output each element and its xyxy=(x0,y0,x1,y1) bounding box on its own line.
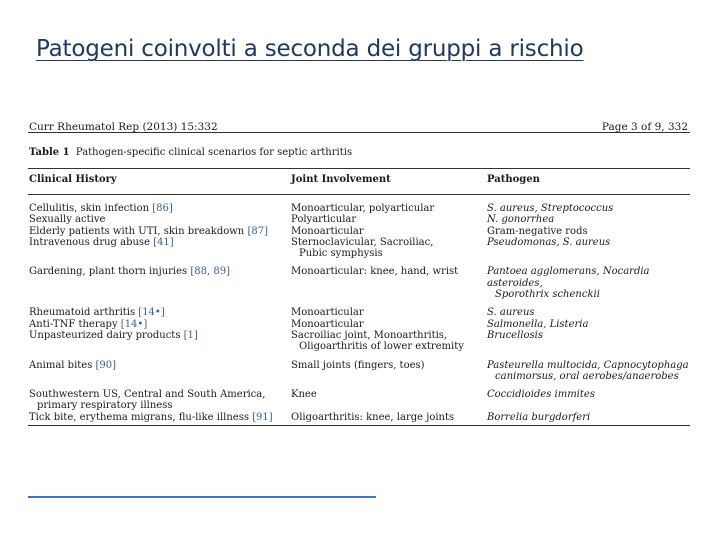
cell-pathogen xyxy=(486,195,690,215)
cell-pathogen xyxy=(486,226,690,237)
cell-line xyxy=(29,319,290,330)
table-document-image xyxy=(28,118,690,426)
cell-line: Sacroiliac joint, Monoarthritis, xyxy=(291,329,448,341)
cell-joint-involvement xyxy=(290,259,486,300)
cell-line: Salmonella, Listeria xyxy=(487,318,589,330)
cell-clinical-history xyxy=(28,382,290,412)
table-caption-text: Pathogen-specific clinical scenarios for septic arthritis xyxy=(75,147,353,158)
cell-line xyxy=(29,226,290,237)
cell-line-text: Unpasteurized dairy products xyxy=(29,329,184,341)
journal-reference: Curr Rheumatol Rep (2013) 15:332 xyxy=(29,121,218,133)
citation: [91] xyxy=(252,411,273,423)
cell-clinical-history xyxy=(28,300,290,318)
cell-line: N. gonorrhea xyxy=(487,214,555,226)
column-header-clinical-history: Clinical History xyxy=(28,169,290,195)
cell-line xyxy=(29,203,290,214)
cell-line: Monoarticular: knee, hand, wrist xyxy=(291,266,459,278)
table-row xyxy=(28,300,690,318)
cell-joint-involvement xyxy=(290,237,486,260)
cell-pathogen xyxy=(486,412,690,426)
pathogen-table xyxy=(28,168,690,426)
cell-pathogen xyxy=(486,237,690,260)
cell-line-text: Elderly patients with UTI, skin breakdown xyxy=(29,225,248,237)
cell-joint-involvement xyxy=(290,226,486,237)
citation: [87] xyxy=(247,225,268,237)
citation: [88, 89] xyxy=(190,266,230,278)
cell-line: S. aureus xyxy=(487,307,535,319)
cell-pathogen xyxy=(486,330,690,353)
cell-line: primary respiratory illness xyxy=(37,400,173,412)
cell-line xyxy=(29,360,290,371)
cell-line: Pantoea agglomerans, Nocardia asteroides, xyxy=(487,266,650,289)
cell-clinical-history xyxy=(28,412,290,426)
cell-joint-involvement xyxy=(290,214,486,225)
table-row xyxy=(28,214,690,225)
page-reference: Page 3 of 9, 332 xyxy=(601,121,688,133)
cell-line xyxy=(29,412,290,423)
cell-line xyxy=(29,307,290,318)
cell-line: Oligoarthritis: knee, large joints xyxy=(291,411,455,423)
cell-line xyxy=(29,330,290,341)
table-caption-label: Table 1 xyxy=(29,147,70,158)
cell-clinical-history xyxy=(28,214,290,225)
cell-line: Coccidioides immites xyxy=(487,389,595,401)
cell-line: Brucellosis xyxy=(487,329,543,341)
cell-line: Monoarticular xyxy=(291,225,364,237)
cell-line: Monoarticular xyxy=(291,318,364,330)
cell-pathogen xyxy=(486,353,690,383)
cell-line-text: Rheumatoid arthritis xyxy=(29,307,139,319)
cell-line: Pasteurella multocida, Capnocytophaga xyxy=(487,359,689,371)
citation: [41] xyxy=(153,236,174,248)
cell-clinical-history xyxy=(28,195,290,215)
slide-title: Patogeni coinvolti a seconda dei gruppi a rischio xyxy=(36,36,584,62)
accent-line xyxy=(28,496,376,498)
table-row xyxy=(28,226,690,237)
cell-clinical-history xyxy=(28,319,290,330)
table-caption xyxy=(28,147,690,168)
cell-line: Pubic symphysis xyxy=(299,248,383,260)
cell-line-text: Intravenous drug abuse xyxy=(29,236,154,248)
citation: [14•] xyxy=(138,307,165,319)
cell-line: Sexually active xyxy=(29,214,106,226)
table-row xyxy=(28,237,690,260)
cell-pathogen xyxy=(486,382,690,412)
citation: [14•] xyxy=(120,318,148,330)
table-row xyxy=(28,382,690,412)
cell-line: Knee xyxy=(291,389,317,401)
cell-clinical-history xyxy=(28,237,290,260)
cell-line: Gram-negative rods xyxy=(487,225,588,237)
cell-line-text: Animal bites xyxy=(29,359,96,371)
cell-joint-involvement xyxy=(290,319,486,330)
cell-clinical-history xyxy=(28,259,290,300)
citation: [86] xyxy=(152,203,173,214)
cell-line-text: Cellulitis, skin infection xyxy=(29,203,153,214)
document-header xyxy=(28,118,690,132)
cell-clinical-history xyxy=(28,226,290,237)
table-body xyxy=(28,195,690,426)
table-row xyxy=(28,412,690,426)
table-row xyxy=(28,330,690,353)
table-row xyxy=(28,319,690,330)
cell-line: Monoarticular, polyarticular xyxy=(291,203,435,214)
table-row xyxy=(28,259,690,300)
cell-line-text: Anti-TNF therapy xyxy=(29,318,121,330)
cell-clinical-history xyxy=(28,353,290,383)
table-row xyxy=(28,195,690,215)
cell-line: Small joints (fingers, toes) xyxy=(291,359,425,371)
cell-pathogen xyxy=(486,214,690,225)
citation: [1] xyxy=(183,329,198,341)
column-header-joint-involvement: Joint Involvement xyxy=(290,169,486,195)
table-row xyxy=(28,353,690,383)
cell-line: Pseudomonas, S. aureus xyxy=(487,236,611,248)
cell-line: Borrelia burgdorferi xyxy=(487,411,591,423)
cell-line: Monoarticular xyxy=(291,307,364,319)
cell-line: S. aureus, Streptococcus xyxy=(487,203,614,214)
cell-clinical-history xyxy=(28,330,290,353)
cell-line-text: Tick bite, erythema migrans, flu-like illness xyxy=(29,411,253,423)
cell-joint-involvement xyxy=(290,382,486,412)
cell-line xyxy=(29,237,290,248)
column-header-pathogen: Pathogen xyxy=(486,169,690,195)
citation: [90] xyxy=(95,359,117,371)
cell-line: Oligoarthritis of lower extremity xyxy=(299,341,464,353)
cell-joint-involvement xyxy=(290,195,486,215)
cell-line: Sternoclavicular, Sacroiliac, xyxy=(291,236,434,248)
cell-pathogen xyxy=(486,259,690,300)
cell-joint-involvement xyxy=(290,353,486,383)
cell-pathogen xyxy=(486,319,690,330)
table-header-row xyxy=(28,169,690,195)
cell-line: Polyarticular xyxy=(291,214,357,226)
cell-pathogen xyxy=(486,300,690,318)
cell-line: Sporothrix schenckii xyxy=(495,289,600,301)
cell-line: Southwestern US, Central and South America, xyxy=(29,389,266,401)
cell-joint-involvement xyxy=(290,412,486,426)
cell-joint-involvement xyxy=(290,330,486,353)
cell-line-text: Gardening, plant thorn injuries xyxy=(29,266,191,278)
cell-line: canimorsus, oral aerobes/anaerobes xyxy=(495,370,679,382)
cell-line xyxy=(29,266,290,277)
cell-joint-involvement xyxy=(290,300,486,318)
